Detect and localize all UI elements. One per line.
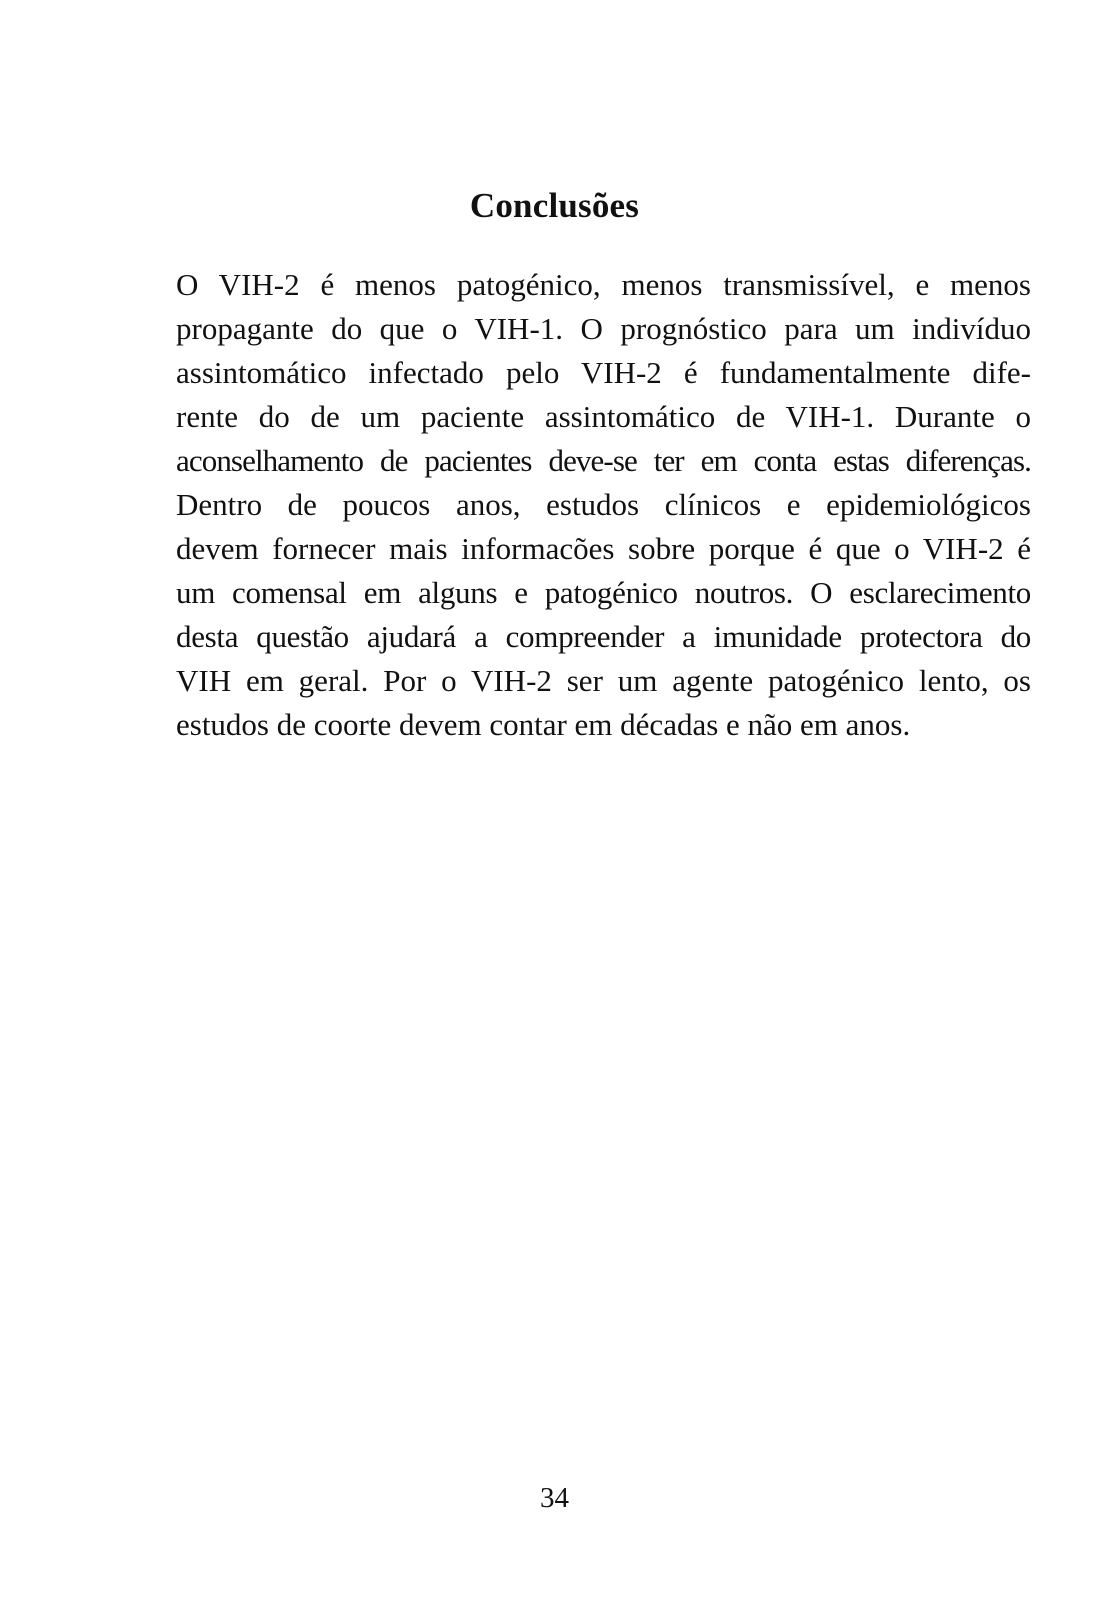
- paragraph-line: rente do de um paciente assintomático de VIH-1. Durante o: [176, 399, 1031, 434]
- paragraph-line: Dentro de poucos anos, estudos clínicos e epidemiológicos: [176, 487, 1031, 522]
- paragraph-line: propagante do que o VIH-1. O prognóstico para um indivíduo: [176, 311, 1031, 346]
- paragraph-line: estudos de coorte devem contar em décadas e não em anos.: [176, 707, 911, 742]
- conclusion-paragraph: [176, 263, 1031, 747]
- paragraph-line: assintomático infectado pelo VIH-2 é fundamentalmente dife-: [176, 355, 1031, 390]
- paragraph-line: desta questão ajudará a compreender a imunidade protectora do: [176, 619, 1031, 654]
- paragraph-line: aconselhamento de pacientes deve-se ter em conta estas diferenças.: [176, 443, 1031, 478]
- page-number: 34: [540, 1482, 569, 1514]
- section-heading: Conclusões: [469, 186, 640, 225]
- paragraph-line: O VIH-2 é menos patogénico, menos transmissível, e menos: [176, 267, 1031, 302]
- paragraph-line: devem fornecer mais informacões sobre porque é que o VIH-2 é: [176, 531, 1031, 566]
- paragraph-line: VIH em geral. Por o VIH-2 ser um agente patogénico lento, os: [176, 663, 1031, 698]
- paragraph-line: um comensal em alguns e patogénico noutros. O esclarecimento: [176, 575, 1031, 610]
